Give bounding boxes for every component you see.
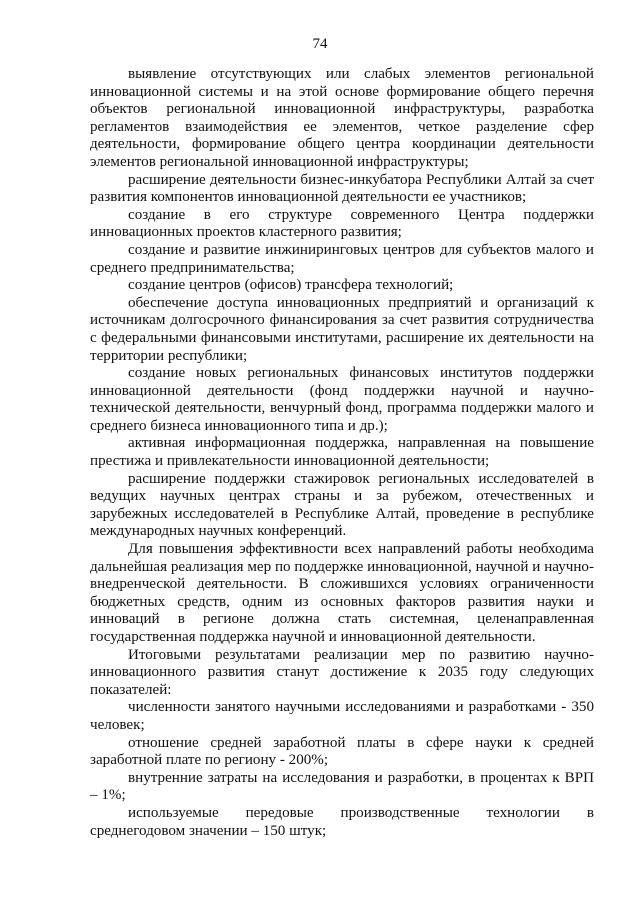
paragraph-technology-transfer: создание центров (офисов) трансфера технологий; (128, 277, 454, 294)
paragraph-information-support: активная информационная поддержка, направленная на повышение престижа и привлекательности инновационной деятельности; (90, 435, 594, 470)
document-body (90, 66, 594, 840)
page-number: 74 (312, 36, 328, 52)
paragraph-researchers-count: численности занятого научными исследованиями и разработками - 350 человек; (90, 699, 594, 733)
paragraph-financial-institutions: создание новых региональных финансовых институтов поддержки инновационной деятельности (фонд поддержки научной и научно-технической деятельности, венчурный фонд, программа поддержки малого и среднего бизнеса инновационного типа и др.); (90, 365, 594, 434)
paragraph-results-intro: Итоговыми результатами реализации мер по развитию научно-инновационного развития станут достижение к 2035 году следующих показателей: (90, 646, 594, 698)
paragraph-engineering-centers: создание и развитие инжиниринговых центров для субъектов малого и среднего предпринимательства; (90, 241, 594, 276)
paragraph-advanced-technologies: используемые передовые производственные технологии в среднегодовом значении – 150 штук; (90, 804, 594, 839)
paragraph-rnd-expenditure: внутренние затраты на исследования и разработки, в процентах к ВРП – 1%; (90, 769, 594, 804)
paragraph-internships: расширение поддержки стажировок региональных исследователей в ведущих научных центрах страны и за рубежом, отечественных и зарубежных исследователей в Республике Алтай, проведение в республике международных научных конференций. (90, 470, 594, 540)
paragraph-cluster-support-center: создание в его структуре современного Центра поддержки инновационных проектов кластерного развития; (90, 206, 594, 241)
paragraph-identify-weak-elements: выявление отсутствующих или слабых элементов региональной инновационной системы и на этой основе формирование общего перечня объектов региональной инновационной инфраструктуры, разработка регламентов взаимодействия ее элементов, четкое разделение сфер деятельности, формирование общего центра координации деятельности элементов региональной инновационной инфраструктуры; (90, 66, 594, 170)
paragraph-financing-access: обеспечение доступа инновационных предприятий и организаций к источникам долгосрочного финансирования за счет развития сотрудничества с федеральными финансовыми институтами, расширение их деятельности на территории республики; (90, 294, 594, 364)
paragraph-salary-ratio: отношение средней заработной платы в сфере науки к средней заработной плате по региону - 200%; (90, 734, 594, 769)
paragraph-business-incubator: расширение деятельности бизнес-инкубатора Республики Алтай за счет развития компонентов инновационной деятельности ее участников; (90, 171, 594, 206)
paragraph-efficiency-measures: Для повышения эффективности всех направлений работы необходима дальнейшая реализация мер по поддержке инновационной, научной и научно-внедренческой деятельности. В сложившихся условиях ограниченности бюджетных средств, одним из основных факторов развития науки и инноваций в регионе должна стать системная, целенаправленная государственная поддержка научной и инновационной деятельности. (90, 541, 594, 645)
